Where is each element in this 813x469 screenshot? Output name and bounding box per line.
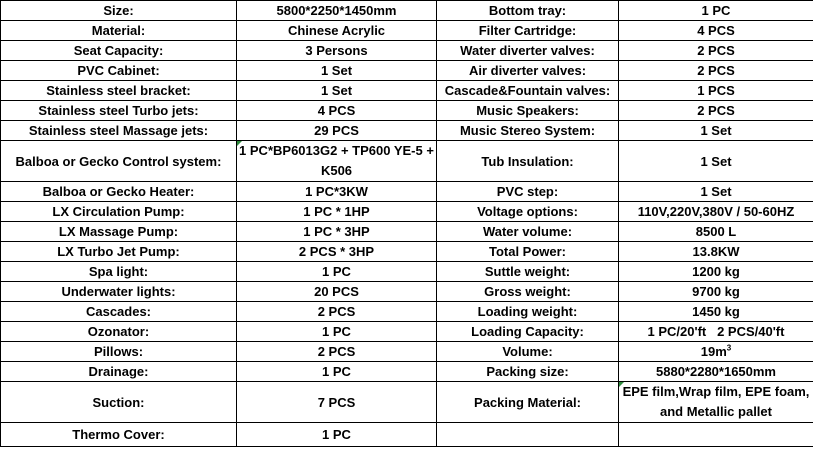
spec-value: 4 PCS xyxy=(619,21,813,41)
table-row xyxy=(1,382,813,423)
spec-value: 1 PC * 3HP xyxy=(237,222,437,242)
spec-label: Stainless steel bracket: xyxy=(1,81,237,101)
volume-exponent: 3 xyxy=(726,343,732,353)
spec-value: 1 Set xyxy=(619,182,813,202)
spec-label: Tub Insulation: xyxy=(437,141,619,182)
spec-label: Pillows: xyxy=(1,342,237,362)
spec-value: 1 PC xyxy=(237,423,437,447)
spec-label: Suttle weight: xyxy=(437,262,619,282)
spec-value: 1 PC * 1HP xyxy=(237,202,437,222)
table-row xyxy=(1,202,813,222)
spec-value xyxy=(619,342,813,362)
spec-value: 2 PCS xyxy=(237,342,437,362)
spec-label: Water volume: xyxy=(437,222,619,242)
spec-label: Gross weight: xyxy=(437,282,619,302)
table-row xyxy=(1,302,813,322)
spec-label: Drainage: xyxy=(1,362,237,382)
spec-label: Underwater lights: xyxy=(1,282,237,302)
spec-value: 1 PC/20'ft 2 PCS/40'ft xyxy=(619,322,813,342)
spec-label: Size: xyxy=(1,1,237,21)
spec-value: 2 PCS * 3HP xyxy=(237,242,437,262)
spec-label: Suction: xyxy=(1,382,237,423)
spec-value: 5800*2250*1450mm xyxy=(237,1,437,21)
table-row xyxy=(1,262,813,282)
spec-label: Spa light: xyxy=(1,262,237,282)
spec-value: 20 PCS xyxy=(237,282,437,302)
spec-label: PVC Cabinet: xyxy=(1,61,237,81)
spec-value: 1 Set xyxy=(237,61,437,81)
spec-label: Filter Cartridge: xyxy=(437,21,619,41)
spec-value: 1 PC xyxy=(237,322,437,342)
spec-value: 1 PC xyxy=(619,1,813,21)
table-row xyxy=(1,1,813,21)
spec-value: 1 PCS xyxy=(619,81,813,101)
spec-value: 1 PC*BP6013G2 + TP600 YE-5 + K506 xyxy=(237,141,437,182)
spec-label: Thermo Cover: xyxy=(1,423,237,447)
spec-label: Stainless steel Massage jets: xyxy=(1,121,237,141)
table-row xyxy=(1,282,813,302)
table-row xyxy=(1,121,813,141)
spec-value: 2 PCS xyxy=(619,101,813,121)
table-row xyxy=(1,182,813,202)
table-row xyxy=(1,242,813,262)
spec-value: 29 PCS xyxy=(237,121,437,141)
spec-value: 1 Set xyxy=(237,81,437,101)
spec-value: 4 PCS xyxy=(237,101,437,121)
spec-label: Balboa or Gecko Control system: xyxy=(1,141,237,182)
spec-value: Chinese Acrylic xyxy=(237,21,437,41)
spec-value: 1 PC xyxy=(237,262,437,282)
spec-label: Cascades: xyxy=(1,302,237,322)
table-row xyxy=(1,342,813,362)
spec-label: Volume: xyxy=(437,342,619,362)
table-row xyxy=(1,423,813,447)
spec-value: 3 Persons xyxy=(237,41,437,61)
spec-value: 9700 kg xyxy=(619,282,813,302)
spec-label: LX Massage Pump: xyxy=(1,222,237,242)
spec-value: 1 PC*3KW xyxy=(237,182,437,202)
table-row xyxy=(1,101,813,121)
spec-value: EPE film,Wrap film, EPE foam, and Metallic pallet xyxy=(619,382,813,423)
spec-label: Material: xyxy=(1,21,237,41)
spec-value: 110V,220V,380V / 50-60HZ xyxy=(619,202,813,222)
spec-value xyxy=(619,423,813,447)
spec-label: Air diverter valves: xyxy=(437,61,619,81)
spec-value: 1200 kg xyxy=(619,262,813,282)
spec-label xyxy=(437,423,619,447)
spec-label: Stainless steel Turbo jets: xyxy=(1,101,237,121)
spec-label: Loading weight: xyxy=(437,302,619,322)
spec-value: 2 PCS xyxy=(237,302,437,322)
table-row xyxy=(1,81,813,101)
spec-value: 1 Set xyxy=(619,141,813,182)
spec-label: Packing size: xyxy=(437,362,619,382)
spec-value: 2 PCS xyxy=(619,41,813,61)
spec-label: Ozonator: xyxy=(1,322,237,342)
spec-label: Balboa or Gecko Heater: xyxy=(1,182,237,202)
spec-value: 2 PCS xyxy=(619,61,813,81)
spec-value: 1 Set xyxy=(619,121,813,141)
spec-value: 8500 L xyxy=(619,222,813,242)
spec-label: Seat Capacity: xyxy=(1,41,237,61)
spec-label: PVC step: xyxy=(437,182,619,202)
table-row xyxy=(1,61,813,81)
spec-value: 1450 kg xyxy=(619,302,813,322)
spec-label: Packing Material: xyxy=(437,382,619,423)
spec-value: 1 PC xyxy=(237,362,437,382)
table-row xyxy=(1,322,813,342)
spec-label: LX Circulation Pump: xyxy=(1,202,237,222)
spec-label: Total Power: xyxy=(437,242,619,262)
spec-label: LX Turbo Jet Pump: xyxy=(1,242,237,262)
spec-label: Music Speakers: xyxy=(437,101,619,121)
spec-label: Voltage options: xyxy=(437,202,619,222)
spec-label: Cascade&Fountain valves: xyxy=(437,81,619,101)
table-row xyxy=(1,21,813,41)
spec-value: 5880*2280*1650mm xyxy=(619,362,813,382)
spec-label: Music Stereo System: xyxy=(437,121,619,141)
table-row xyxy=(1,362,813,382)
table-row xyxy=(1,41,813,61)
table-row xyxy=(1,141,813,182)
table-row xyxy=(1,222,813,242)
spec-value: 13.8KW xyxy=(619,242,813,262)
spec-label: Water diverter valves: xyxy=(437,41,619,61)
spec-label: Loading Capacity: xyxy=(437,322,619,342)
spec-label: Bottom tray: xyxy=(437,1,619,21)
volume-value: 19m xyxy=(700,344,727,359)
spec-value: 7 PCS xyxy=(237,382,437,423)
